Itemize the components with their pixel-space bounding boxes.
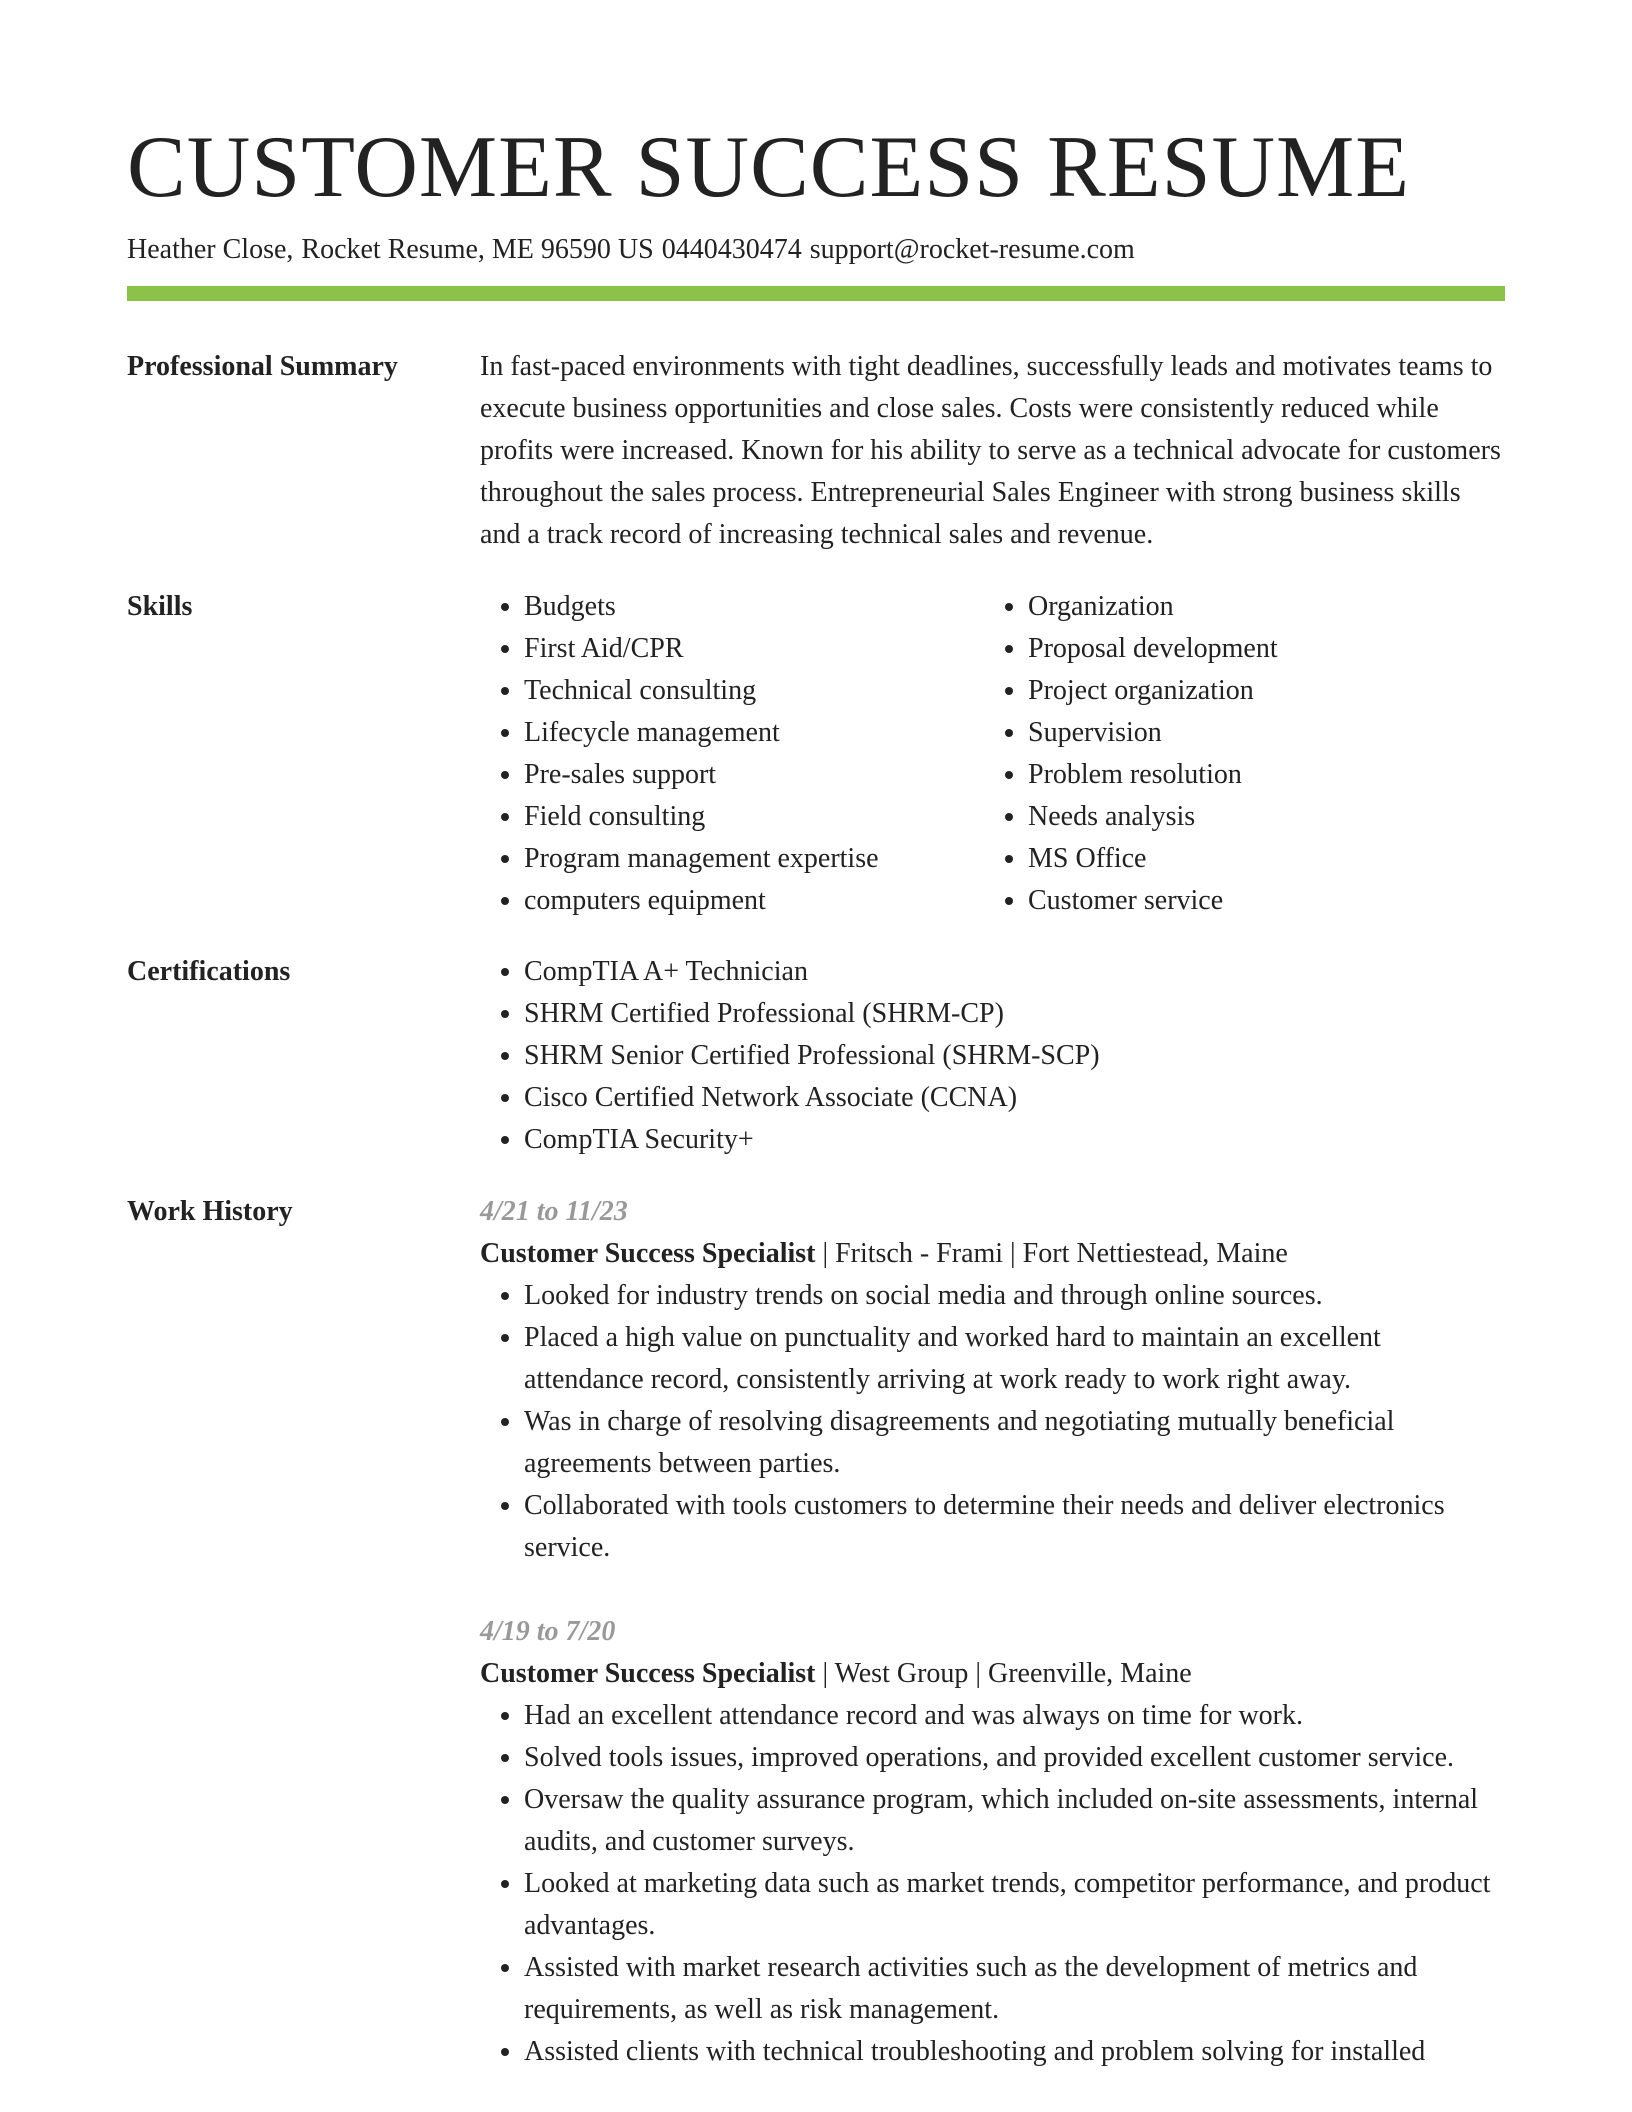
certifications-list xyxy=(480,951,1505,1161)
skill-item: • First Aid/CPR xyxy=(524,628,984,670)
skill-item: • computers equipment xyxy=(524,880,984,922)
skill-item: • Lifecycle management xyxy=(524,712,984,754)
summary-label: Professional Summary xyxy=(127,351,398,382)
skill-item: • Pre-sales support xyxy=(524,754,984,796)
work-history-body xyxy=(480,1191,1505,2073)
job-dates: 4/21 to 11/23 xyxy=(480,1196,628,1227)
skill-item: • Organization xyxy=(1028,586,1488,628)
job-bullet: • Assisted with market research activities such as the development of metrics and requirements, as well as risk management. xyxy=(524,1947,1505,2031)
skill-item: • Field consulting xyxy=(524,796,984,838)
certification-item: • Cisco Certified Network Associate (CCNA) xyxy=(524,1077,1505,1119)
skill-item: • Project organization xyxy=(1028,670,1488,712)
job-bullet: • Assisted clients with technical troubleshooting and problem solving for installed xyxy=(524,2031,1505,2073)
skill-item: • Program management expertise xyxy=(524,838,984,880)
contact-address: Rocket Resume, ME 96590 US xyxy=(301,234,654,265)
job-dates: 4/19 to 7/20 xyxy=(480,1616,616,1647)
job-company-location: | Fritsch - Frami | Fort Nettiestead, Maine xyxy=(822,1238,1288,1269)
contact-name: Heather Close, xyxy=(127,234,294,265)
skills-column-left xyxy=(480,586,984,922)
summary-text: In fast-paced environments with tight deadlines, successfully leads and motivates teams to execute business opportunities and close sales. Costs were consistently reduced while profits were increased. Known for his ability to serve as a technical advocate for customers throughout the sales process. Entrepreneurial Sales Engineer with strong business skills and a track record of increasing technical sales and revenue. xyxy=(480,351,1501,550)
skills-body xyxy=(480,586,1505,922)
job-bullet: • Oversaw the quality assurance program, which included on-site assessments, internal audits, and customer surveys. xyxy=(524,1779,1505,1863)
certification-item: • SHRM Certified Professional (SHRM-CP) xyxy=(524,993,1505,1035)
job-bullet: • Solved tools issues, improved operations, and provided excellent customer service. xyxy=(524,1737,1505,1779)
job-bullet: • Looked at marketing data such as market trends, competitor performance, and product advantages. xyxy=(524,1863,1505,1947)
contact-line xyxy=(127,232,1135,268)
certification-item: • SHRM Senior Certified Professional (SHRM-SCP) xyxy=(524,1035,1505,1077)
job-bullet: • Was in charge of resolving disagreements and negotiating mutually beneficial agreements between parties. xyxy=(524,1401,1505,1485)
job-entry xyxy=(480,1191,1505,1569)
skills-label: Skills xyxy=(127,591,193,622)
skill-item: • Proposal development xyxy=(1028,628,1488,670)
skills-list-left xyxy=(480,586,984,922)
job-responsibilities xyxy=(480,1695,1505,2073)
skill-item: • MS Office xyxy=(1028,838,1488,880)
certifications-body xyxy=(480,951,1505,1161)
contact-phone: 0440430474 xyxy=(661,234,802,265)
certification-item: • CompTIA Security+ xyxy=(524,1119,1505,1161)
skill-item: • Technical consulting xyxy=(524,670,984,712)
job-bullet: • Collaborated with tools customers to determine their needs and deliver electronics service. xyxy=(524,1485,1505,1569)
skill-item: • Supervision xyxy=(1028,712,1488,754)
job-title: Customer Success Specialist xyxy=(480,1658,816,1689)
skill-item: • Customer service xyxy=(1028,880,1488,922)
resume-title: CUSTOMER SUCCESS RESUME xyxy=(127,119,1411,216)
skills-column-right xyxy=(984,586,1488,922)
skill-item: • Budgets xyxy=(524,586,984,628)
certifications-label: Certifications xyxy=(127,956,291,987)
job-entry xyxy=(480,1611,1505,2073)
contact-email: support@rocket-resume.com xyxy=(809,234,1135,265)
job-bullet: • Placed a high value on punctuality and worked hard to maintain an excellent attendance record, consistently arriving at work ready to work right away. xyxy=(524,1317,1505,1401)
work-history-label: Work History xyxy=(127,1196,293,1227)
job-heading xyxy=(480,1653,1505,1695)
job-bullet: • Looked for industry trends on social media and through online sources. xyxy=(524,1275,1505,1317)
skills-list-right xyxy=(984,586,1488,922)
skill-item: • Problem resolution xyxy=(1028,754,1488,796)
skill-item: • Needs analysis xyxy=(1028,796,1488,838)
certification-item: • CompTIA A+ Technician xyxy=(524,951,1505,993)
skills-grid xyxy=(480,586,1505,922)
job-responsibilities xyxy=(480,1275,1505,1569)
job-heading xyxy=(480,1233,1505,1275)
job-title: Customer Success Specialist xyxy=(480,1238,816,1269)
accent-divider xyxy=(127,286,1505,301)
job-company-location: | West Group | Greenville, Maine xyxy=(822,1658,1192,1689)
summary-body xyxy=(480,346,1505,556)
job-bullet: • Had an excellent attendance record and was always on time for work. xyxy=(524,1695,1505,1737)
